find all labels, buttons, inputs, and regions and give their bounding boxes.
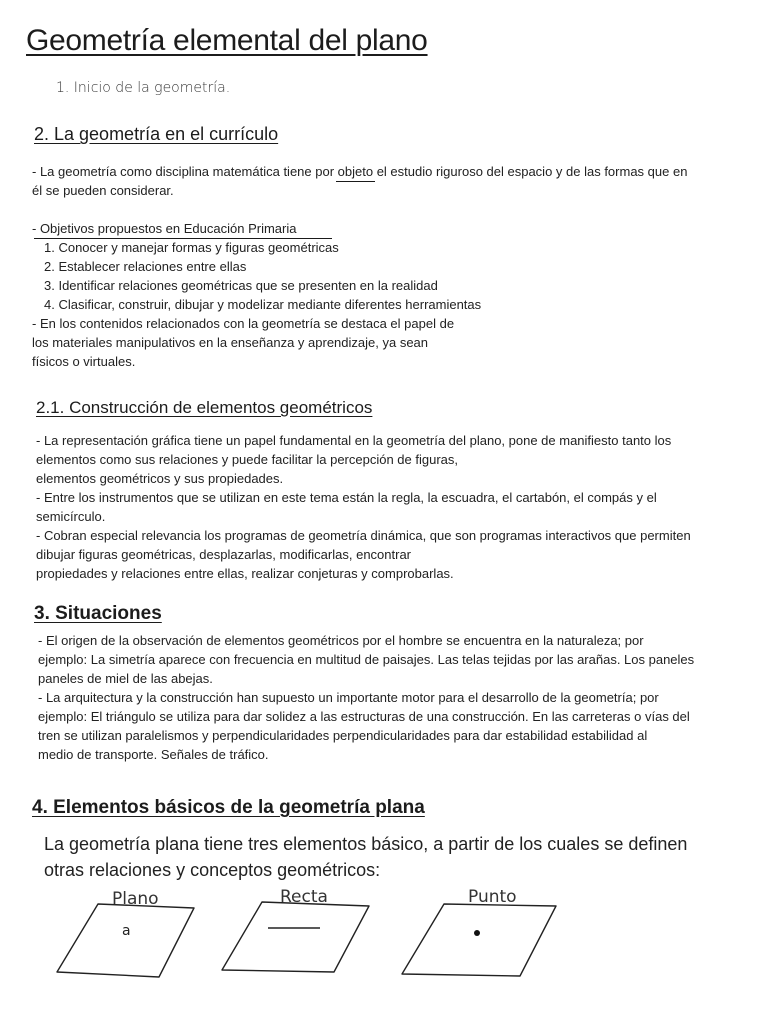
- page-title: Geometría elemental del plano: [26, 24, 428, 57]
- paragraph-line: físicos o virtuales.: [32, 354, 136, 369]
- paragraph-line: elementos geométricos y sus propiedades.: [36, 471, 284, 486]
- paragraph-line: ejemplo: El triángulo se utiliza para dar solidez a las estructuras de una construcción. En las carreteras o vías del: [38, 709, 690, 724]
- section-4-heading: 4. Elementos básicos de la geometría plana: [32, 797, 425, 818]
- plane-point-label: a: [122, 923, 131, 939]
- list-item: 2. Establecer relaciones entre ellas: [44, 259, 247, 274]
- paragraph-line: paneles de miel de las abejas.: [38, 671, 213, 686]
- plane-label: Plano: [112, 889, 159, 909]
- point-dot: [474, 930, 480, 936]
- line-parallelogram: [222, 902, 369, 972]
- section-2-contents: [32, 314, 454, 371]
- handwritten-note: 1. Inicio de la geometría.: [56, 80, 231, 96]
- objectives-title: - Objetivos propuestos en Educación Primaria: [32, 221, 297, 236]
- paragraph-line: semicírculo.: [36, 509, 106, 524]
- paragraph-line: dibujar figuras geométricas, desplazarlas, modificarlas, encontrar: [36, 547, 412, 562]
- paragraph-line: - El origen de la observación de elementos geométricos por el hombre se encuentra en la naturaleza; por: [38, 633, 644, 648]
- paragraph-line: La geometría plana tiene tres elementos básico, a partir de los cuales se definen: [44, 834, 688, 854]
- paragraph-line: - La representación gráfica tiene un papel fundamental en la geometría del plano, pone de manifiesto tanto los: [36, 433, 672, 448]
- section-2-1-heading: 2.1. Construcción de elementos geométricos: [36, 398, 373, 417]
- geometry-figures: [0, 880, 768, 990]
- section-4-body: [44, 831, 687, 883]
- section-3-body: [38, 631, 694, 764]
- objectives-list: [44, 238, 481, 314]
- paragraph-line: - Entre los instrumentos que se utilizan en este tema están la regla, la escuadra, el cartabón, el compás y el: [36, 490, 657, 505]
- paragraph-line: - Cobran especial relevancia los programas de geometría dinámica, que son programas interactivos que permiten: [36, 528, 691, 543]
- paragraph-line: elementos como sus relaciones y puede facilitar la percepción de figuras,: [36, 452, 459, 467]
- point-figure: [402, 887, 556, 976]
- section-2-1-body: [36, 431, 691, 583]
- plane-figure: [57, 889, 194, 977]
- list-item: 1. Conocer y manejar formas y figuras geométricas: [44, 240, 339, 255]
- paragraph-line: propiedades y relaciones entre ellas, realizar conjeturas y comprobarlas.: [36, 566, 454, 581]
- paragraph-line: medio de transporte. Señales de tráfico.: [38, 747, 269, 762]
- section-2-heading: 2. La geometría en el currículo: [34, 124, 279, 144]
- point-parallelogram: [402, 904, 556, 976]
- section-2-intro-line-1: [32, 162, 687, 181]
- plane-parallelogram: [57, 904, 194, 977]
- section-3-heading: 3. Situaciones: [34, 603, 162, 624]
- line-label: Recta: [280, 887, 328, 907]
- paragraph-line: otras relaciones y conceptos geométricos:: [44, 860, 381, 880]
- paragraph-line: ejemplo: La simetría aparece con frecuencia en multitud de paisajes. Las telas tejidas por las arañas. Los paneles: [38, 652, 695, 667]
- list-item: 3. Identificar relaciones geométricas que se presenten en la realidad: [44, 278, 438, 293]
- paragraph-line: tren se utilizan paralelismos y perpendicularidades perpendicularidades para dar estabilidad estabilidad al: [38, 728, 648, 743]
- intro-text-pre: - La geometría como disciplina matemática tiene por: [32, 164, 338, 179]
- intro-text-post: el estudio riguroso del espacio y de las formas que en: [373, 164, 688, 179]
- point-label: Punto: [468, 887, 517, 907]
- paragraph-line: - En los contenidos relacionados con la geometría se destaca el papel de: [32, 316, 455, 331]
- underlined-word-objeto: objeto: [337, 164, 374, 179]
- paragraph-line: - La arquitectura y la construcción han supuesto un importante motor para el desarrollo de la geometría; por: [38, 690, 659, 705]
- line-figure: [222, 887, 369, 972]
- section-2-intro-line-2: él se pueden considerar.: [32, 183, 174, 198]
- list-item: 4. Clasificar, construir, dibujar y modelizar mediante diferentes herramientas: [44, 297, 482, 312]
- paragraph-line: los materiales manipulativos en la enseñanza y aprendizaje, ya sean: [32, 335, 429, 350]
